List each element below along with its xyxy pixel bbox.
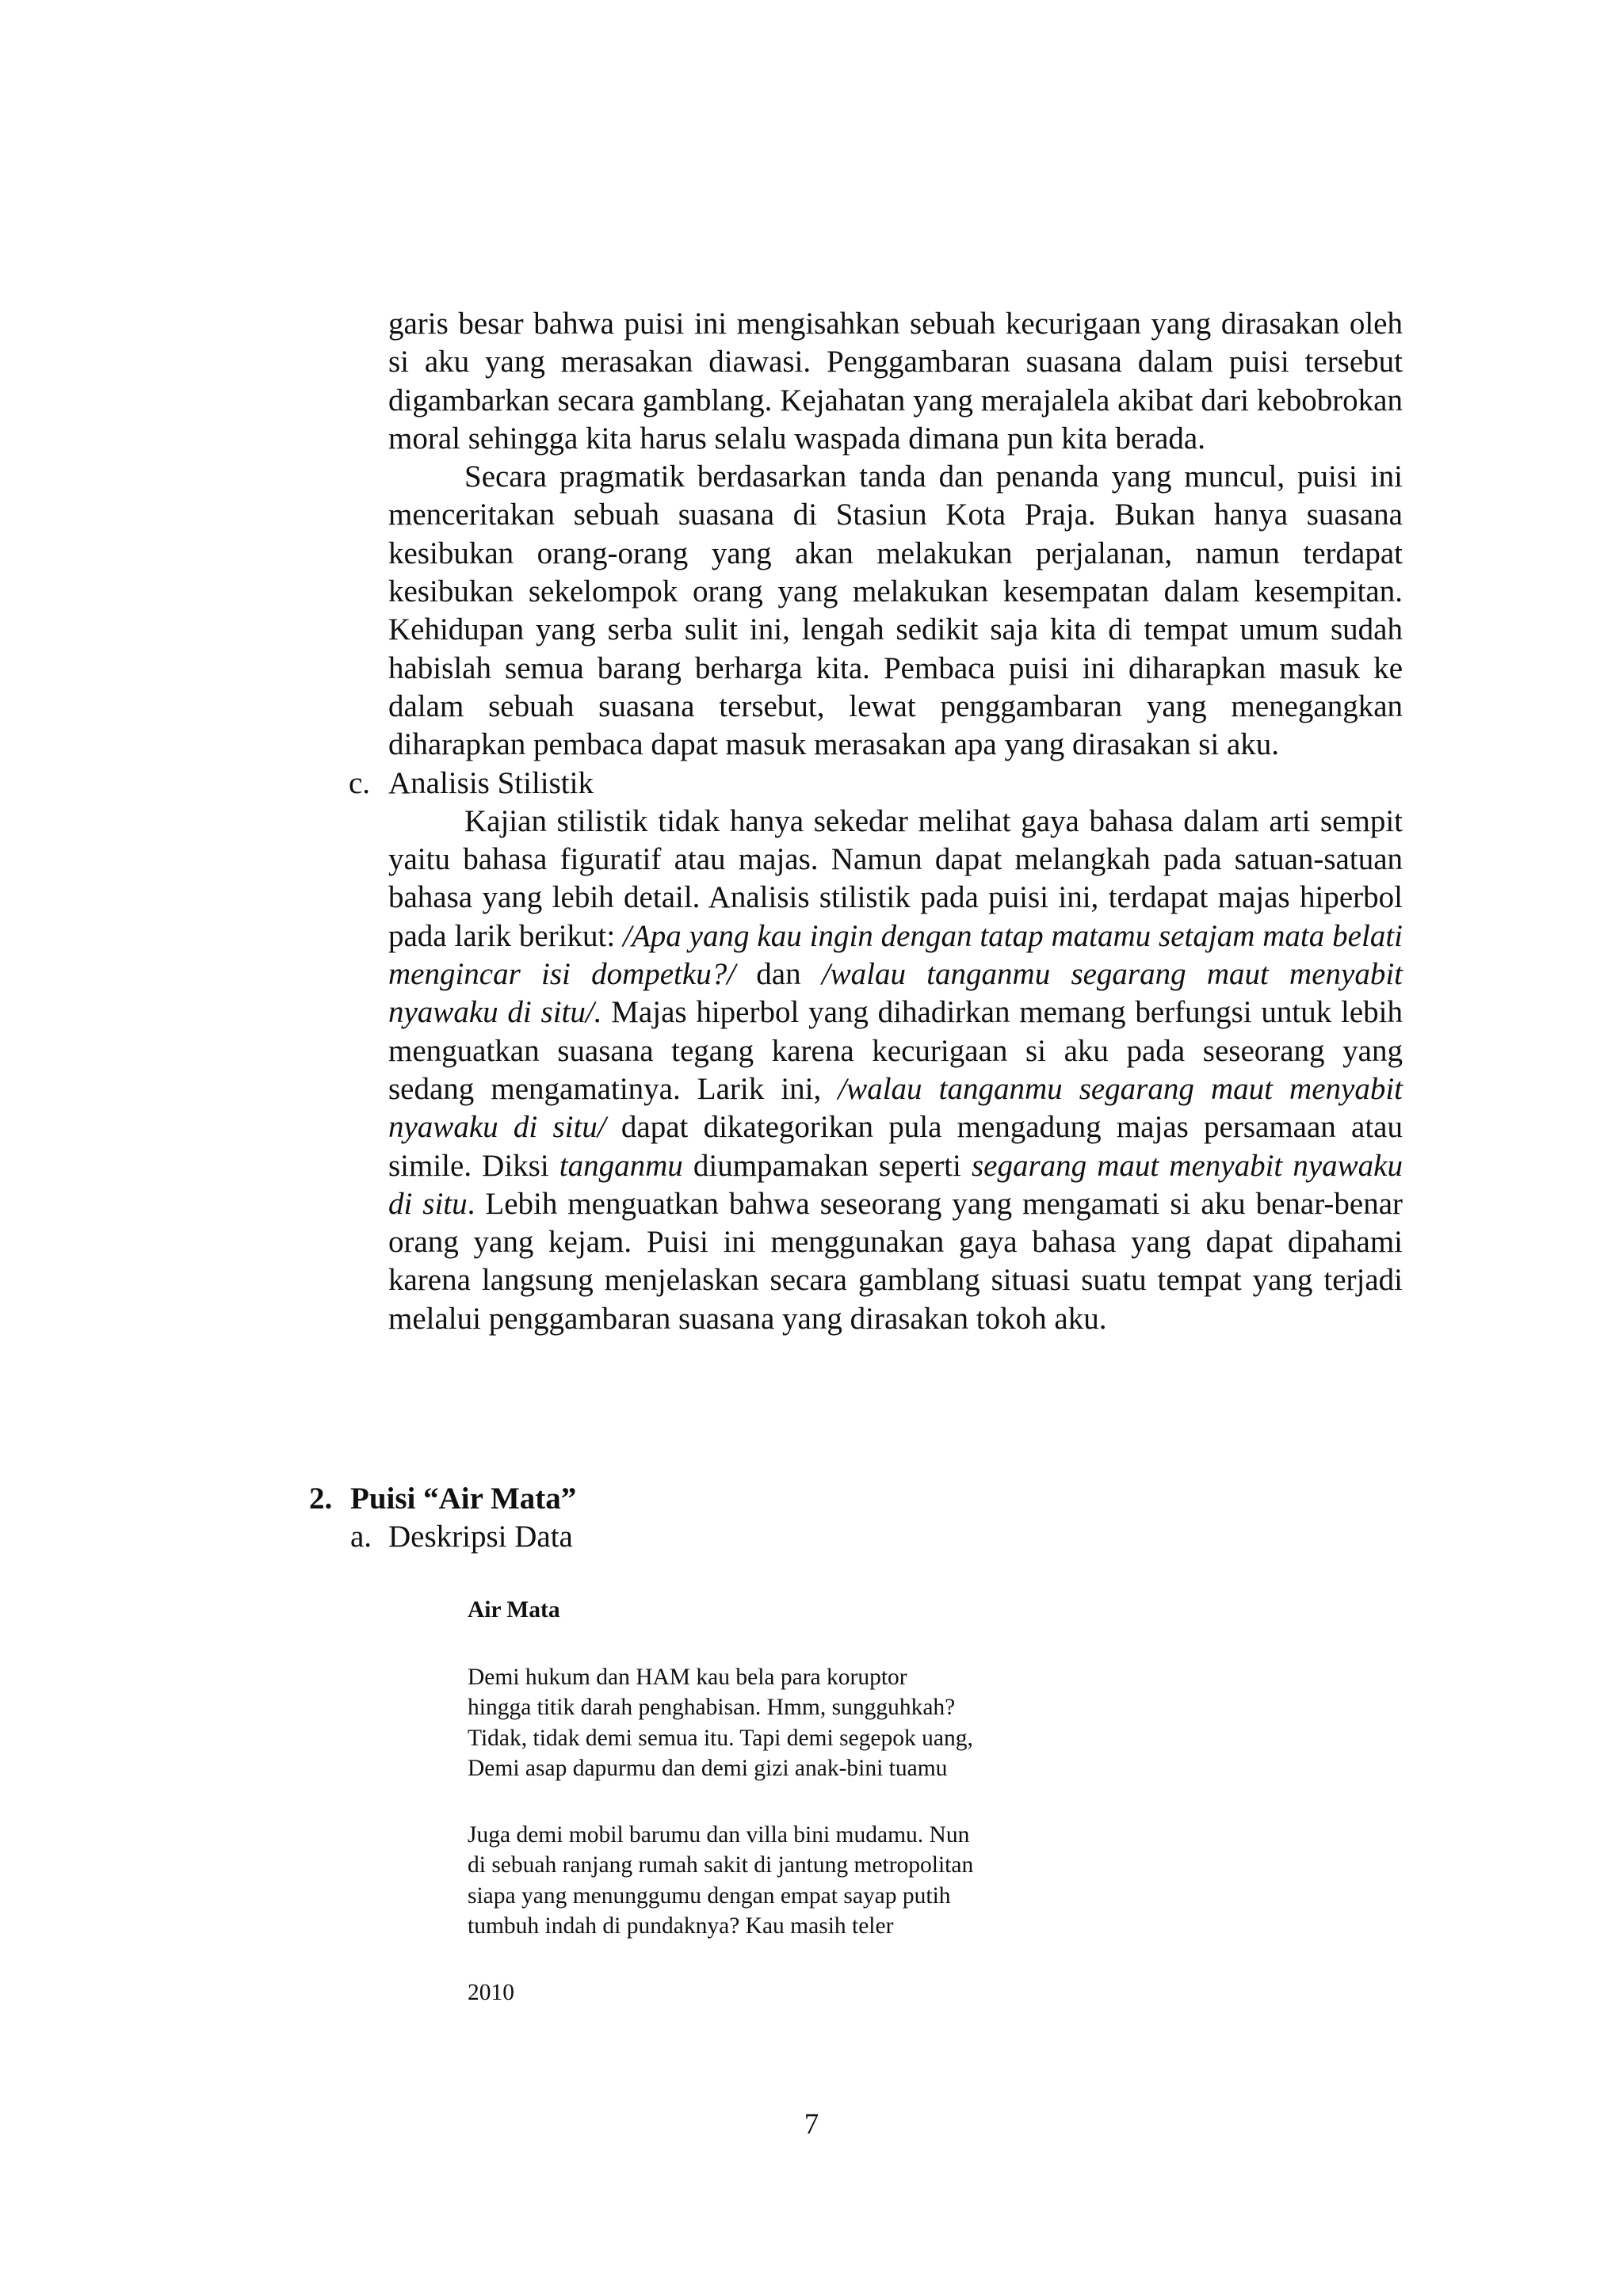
poem-block [468,1595,1181,2008]
quote-larik-1: /Apa yang kau ingin dengan tatap matamu setajam mata belati mengincar isi dompetku?/ [388,918,1403,992]
poem-title: Air Mata [468,1597,560,1623]
poem-line: siapa yang menunggumu dengan empat sayap putih [468,1882,951,1909]
quote-simile: segarang maut menyabit nyawaku di situ [388,1148,1403,1221]
poem-line: hingga titik darah penghabisan. Hmm, sungguhkah? [468,1695,956,1720]
paragraph-pragmatik: Secara pragmatik berdasarkan tanda dan penanda yang muncul, puisi ini menceritakan sebuah suasana di Stasiun Kota Praja. Bukan hanya suasana kesibukan orang-orang yang akan melakukan perjalanan, namun terdapat kesibukan sekelompok orang yang melakukan kesempatan dalam kesempitan. Kehidupan yang serba sulit ini, lengah sedikit saja kita di tempat umum sudah habislah semua barang berharga kita. Pembaca puisi ini diharapkan masuk ke dalam sebuah suasana tersebut, lewat penggambaran yang menegangkan diharapkan pembaca dapat masuk merasakan apa yang dirasakan si aku. [388,460,1403,762]
text-run: dan [735,957,822,992]
poem-line: tumbuh indah di pundaknya? Kau masih teler [468,1913,894,1939]
poem-line: Juga demi mobil barumu dan villa bini mudamu. Nun [468,1821,970,1848]
paragraph-summary: garis besar bahwa puisi ini mengisahkan sebuah kecurigaan yang dirasakan oleh si aku yang merasakan diawasi. Penggambaran suasana dalam puisi tersebut digambarkan secara gamblang. Kejahatan yang merajalela akibat dari kebobrokan moral sehingga kita harus selalu waspada dimana pun kita berada. [388,307,1403,456]
subheading-analisis-stilistik [349,765,1403,803]
text-run: Kajian stilistik tidak hanya sekedar melihat gaya bahasa dalam arti sempit yaitu bahasa figuratif atau majas. Namun dapat melangkah pada satuan-satuan bahasa yang lebih detail. Analisis stilistik pada puisi ini, terdapat majas hiperbol pada larik berikut: [388,803,1403,953]
poem-stanza-2 [468,1820,1181,1942]
poem-year: 2010 [468,1979,514,2005]
subheading-text: Deskripsi Data [388,1520,573,1554]
body-text [349,305,1403,1338]
text-run: dapat dikategorikan pula mengadung majas persamaan atau simile. Diksi [388,1110,1403,1183]
section-number: 2. [309,1482,333,1516]
quote-larik-3: /walau tanganmu segarang maut menyabit nyawaku di situ/ [388,1071,1403,1145]
section-puisi-air-mata [309,1480,576,1556]
quote-diksi: tanganmu [559,1148,683,1183]
quote-larik-2: /walau tanganmu segarang maut menyabit nyawaku di situ/. [388,957,1403,1030]
poem-stanza-1 [468,1662,1181,1784]
section-title: Puisi “Air Mata” [350,1482,577,1516]
poem-line: Tidak, tidak demi semua itu. Tapi demi segepok uang, [468,1725,973,1751]
text-run: . Lebih menguatkan bahwa seseorang yang mengamati si aku benar-benar orang yang kejam. Puisi ini menggunakan gaya bahasa yang dapat dipahami karena langsung menjelaskan secara gamblang situasi suatu tempat yang terjadi melalui penggambaran suasana yang dirasakan tokoh aku. [388,1186,1403,1336]
paragraph-stilistik [388,803,1403,1338]
poem-line: Demi asap dapurmu dan demi gizi anak-bini tuamu [468,1756,948,1781]
list-marker: c. [349,765,371,800]
section-heading [309,1480,576,1518]
page-number: 7 [804,2108,819,2141]
subheading-deskripsi-data [309,1518,576,1556]
poem-line: di sebuah ranjang rumah sakit di jantung metropolitan [468,1852,974,1878]
text-run: Majas hiperbol yang dihadirkan memang berfungsi untuk lebih menguatkan suasana tegang karena kecurigaan si aku pada seseorang yang sedang mengamatinya. Larik ini, [388,995,1403,1106]
subheading-text: Analisis Stilistik [388,765,594,800]
text-run: diumpamakan seperti [682,1148,972,1183]
list-marker: a. [350,1520,372,1554]
poem-line: Demi hukum dan HAM kau bela para koruptor [468,1664,907,1690]
